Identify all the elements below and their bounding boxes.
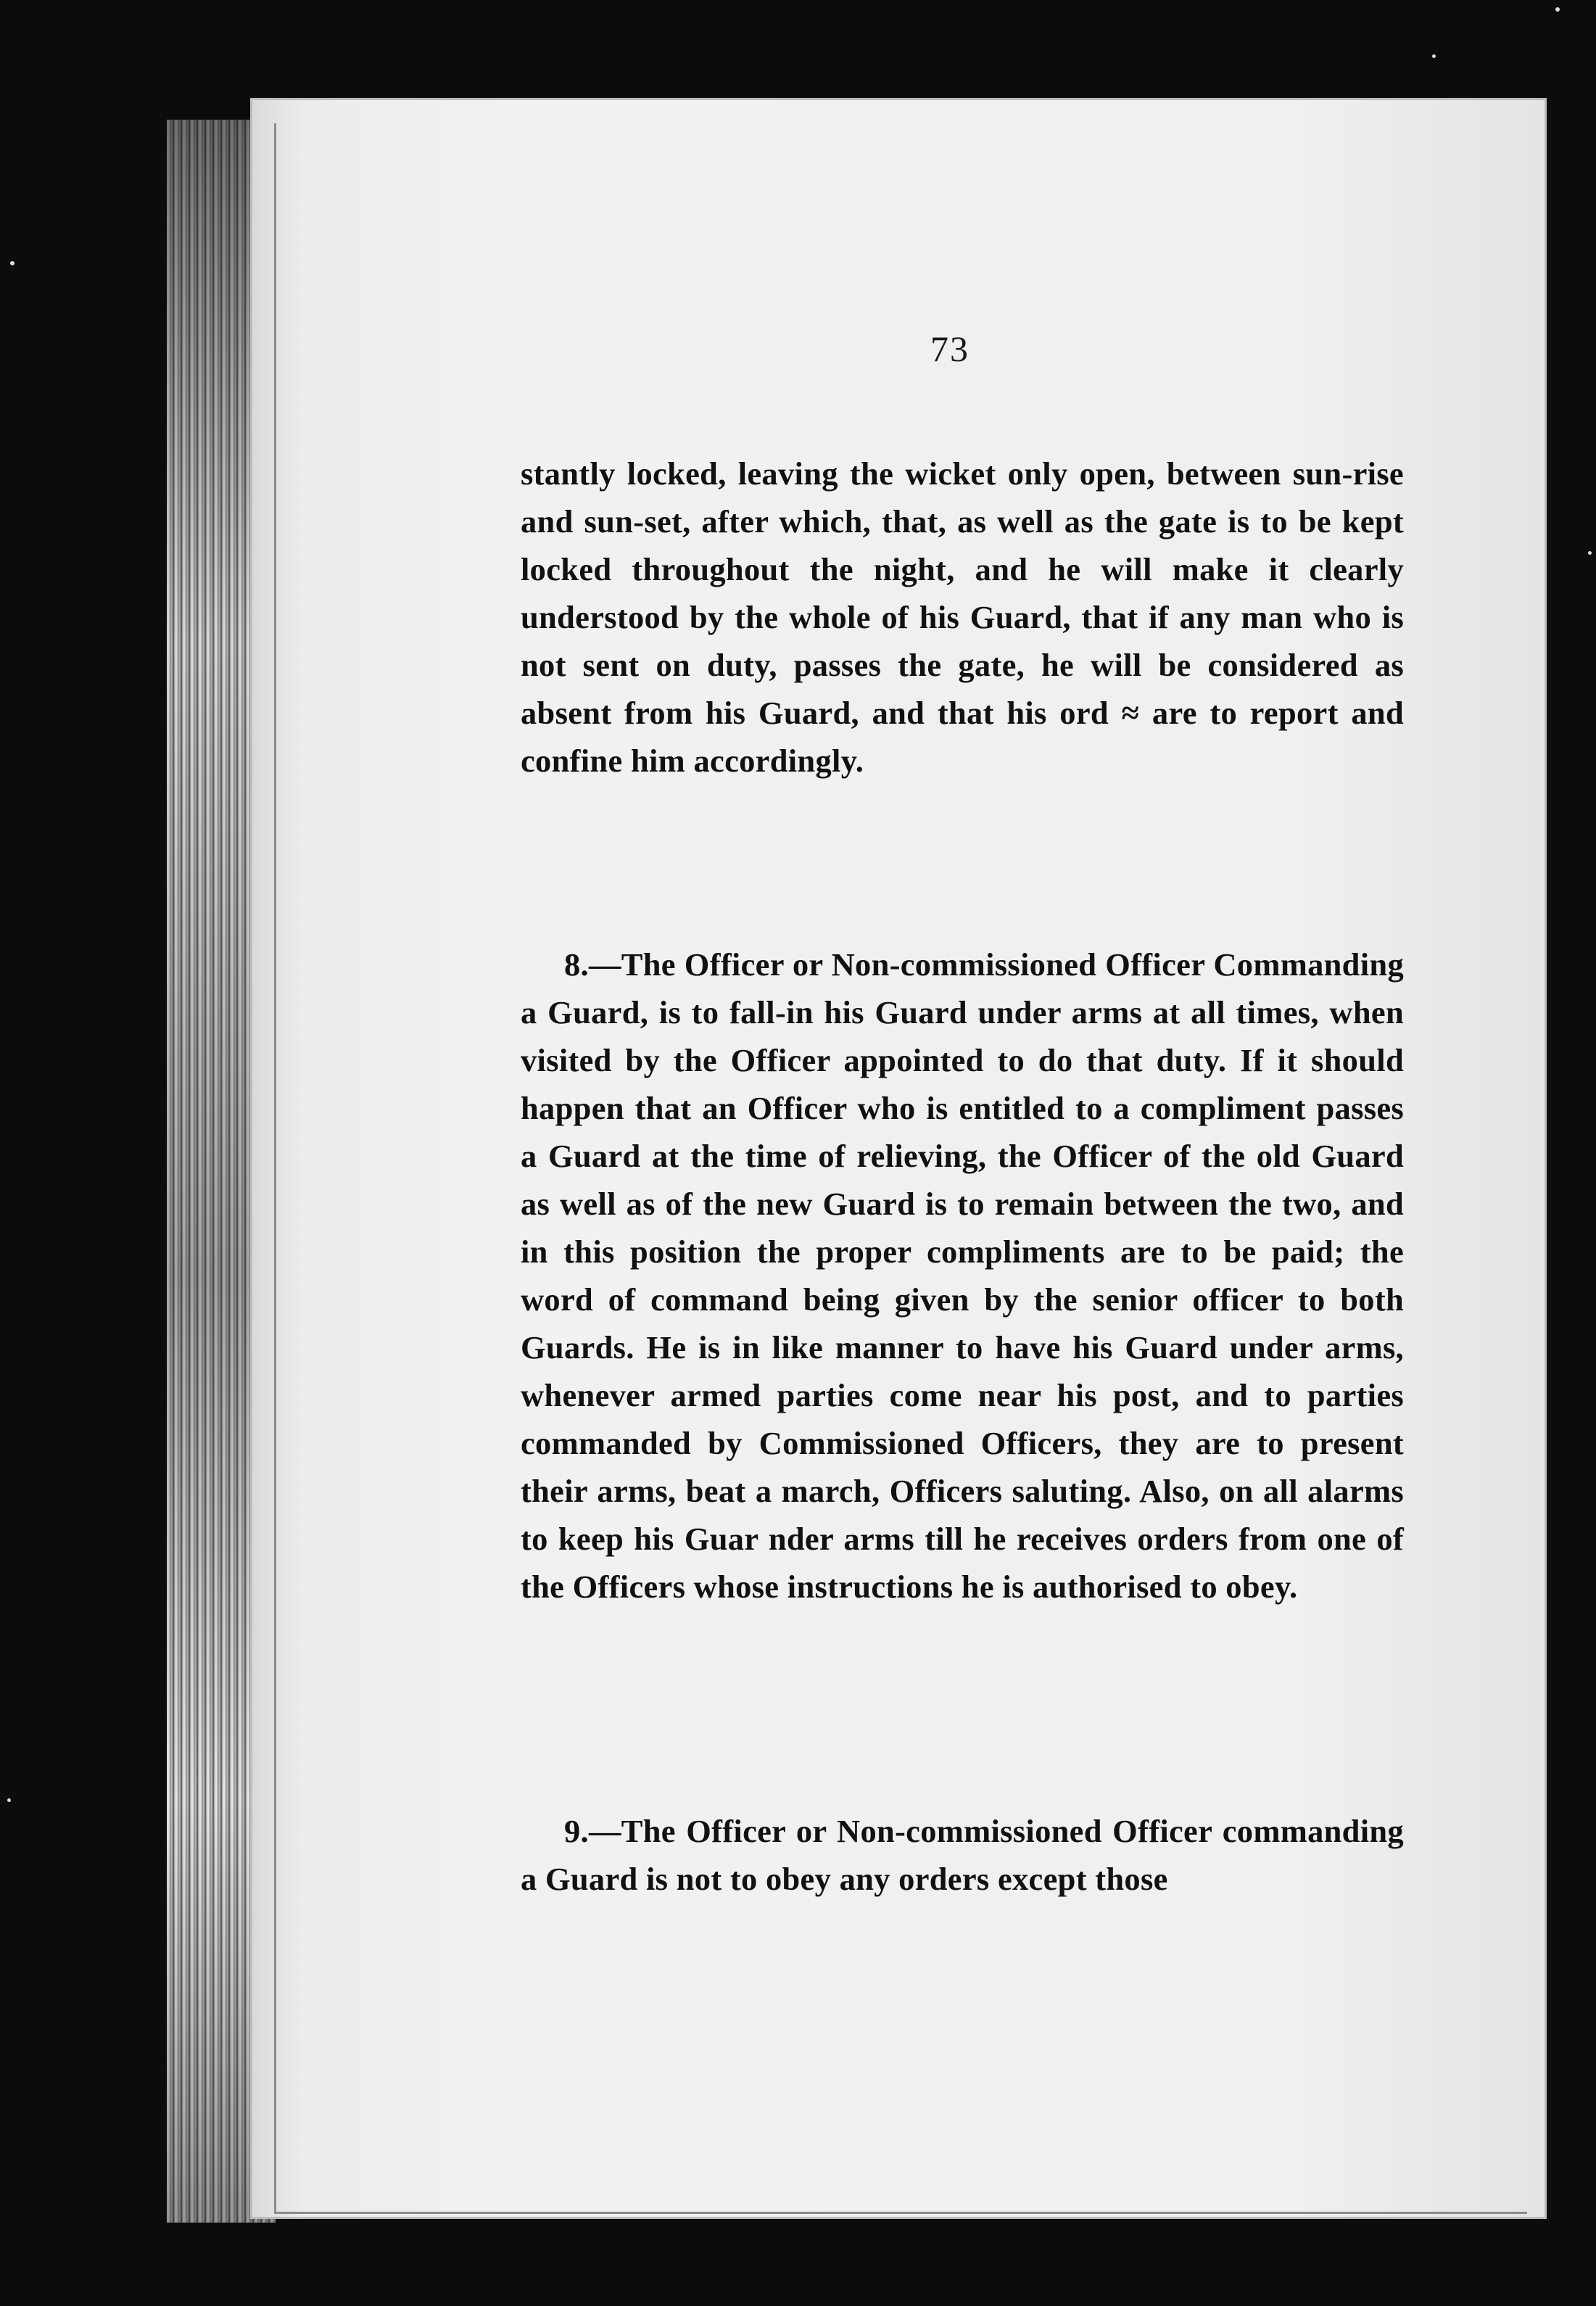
film-speck bbox=[10, 261, 15, 265]
paragraph-9: 9.—The Officer or Non-commissioned Officer commanding a Guard is not to obey any orders except those bbox=[521, 1812, 1404, 1897]
paragraph-8: 8.—The Officer or Non-commissioned Officer Commanding a Guard, is to fall-in his Guard under arms at all times, when visited by the Officer appointed to do that duty. If it should happen that an Officer who is entitled to a compliment passes a Guard at the time of relieving, the Officer of the old Guard as well as of the new Guard is to remain between the two, and in this position the proper compliments are to be paid; the word of command being given by the senior officer to both Guards. He is in like manner to have his Guard under arms, whenever armed parties come near his post, and to parties commanded by Commissioned Officers, they are to present their arms, beat a march, Officers saluting. Also, on all alarms to keep his Guar nder arms till he receives orders from one of the Officers whose instructions he is authorised to obey. bbox=[521, 946, 1404, 1605]
film-speck bbox=[1588, 551, 1592, 555]
page-number: 73 bbox=[930, 328, 969, 369]
paragraph-continuation: stantly locked, leaving the wicket only open, between sun-rise and sun-set, after which, that, as well as the gate is to be kept locked throughout the night, and he will make it clearly understood by the whole of his Guard, that if any man who is not sent on duty, passes the gate, he will be considered as absent from his Guard, and that his ord ≈ are to report and confine him accordingly. bbox=[521, 455, 1404, 779]
film-speck bbox=[7, 1798, 11, 1802]
film-speck bbox=[1432, 54, 1436, 58]
film-speck bbox=[1555, 7, 1560, 12]
